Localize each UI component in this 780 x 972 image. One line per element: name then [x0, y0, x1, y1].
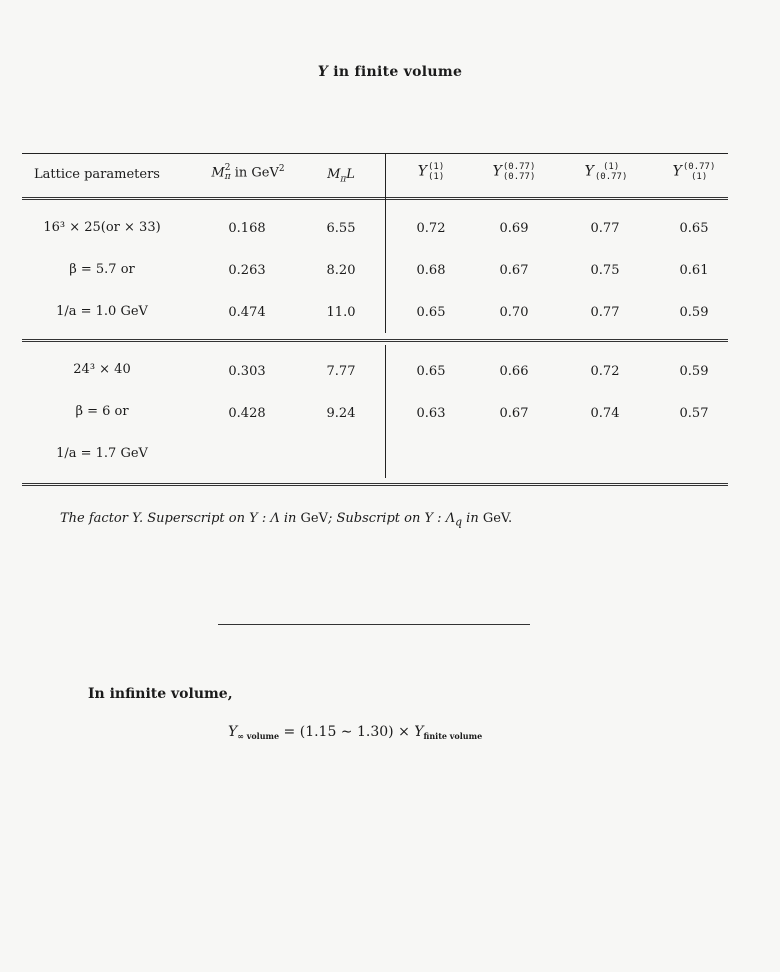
table-cell: 0.69 — [499, 221, 529, 236]
table-cell: 9.24 — [326, 406, 356, 421]
table-vertical-divider-lower — [385, 345, 386, 478]
table-cell: 8.20 — [326, 263, 356, 278]
table-cell: 0.66 — [499, 364, 529, 379]
section-divider — [218, 624, 530, 625]
group1-param: β = 5.7 or — [69, 262, 135, 277]
group2-param: 24³ × 40 — [73, 362, 131, 377]
header-rule — [22, 197, 728, 200]
group2-param: 1/a = 1.7 GeV — [56, 446, 148, 461]
infinite-volume-label: In infinite volume, — [88, 686, 233, 702]
table-cell: 11.0 — [326, 305, 356, 320]
page-title — [0, 64, 780, 80]
table-cell: 0.59 — [679, 364, 709, 379]
header-y-1-1: Y (1) (1) — [417, 162, 445, 182]
table-top-rule — [22, 153, 728, 154]
table-bottom-rule — [22, 483, 728, 486]
group2-param: β = 6 or — [75, 404, 129, 419]
table-cell: 0.67 — [499, 406, 529, 421]
header-y-077-1: Y (0.77) (1) — [672, 162, 716, 182]
table-cell: 0.70 — [499, 305, 529, 320]
table-cell: 0.474 — [228, 305, 266, 320]
table-cell: 0.61 — [679, 263, 709, 278]
table-cell: 0.65 — [416, 305, 446, 320]
table-cell: 0.168 — [228, 221, 266, 236]
table-cell: 7.77 — [326, 364, 356, 379]
table-cell: 0.77 — [590, 305, 620, 320]
table-cell: 0.59 — [679, 305, 709, 320]
table-cell: 0.75 — [590, 263, 620, 278]
header-y-077-077: Y (0.77) (0.77) — [492, 162, 536, 182]
group-separator-rule — [22, 339, 728, 342]
table-cell: 0.303 — [228, 364, 266, 379]
table-cell: 0.263 — [228, 263, 266, 278]
table-cell: 0.72 — [416, 221, 446, 236]
header-y-1-077: Y (1) (0.77) — [584, 162, 628, 182]
table-cell: 0.68 — [416, 263, 446, 278]
infinite-volume-formula: $Y_{\infty volume} = (1.15$ ∼ $1.30) \times Y_{finite volume}$ — [228, 724, 483, 741]
table-vertical-divider — [385, 153, 386, 333]
group1-param: 1/a = 1.0 GeV — [56, 304, 148, 319]
group1-param: 16³ × 25(or × 33) — [43, 220, 161, 235]
table-caption: The factor Y. Superscript on Y : Λ in GeV; Subscript on Y : $\Lambda_q$ in GeV. — [60, 511, 513, 529]
table-cell: 0.63 — [416, 406, 446, 421]
table-cell: 0.74 — [590, 406, 620, 421]
table-cell: 0.65 — [679, 221, 709, 236]
table-cell: 0.72 — [590, 364, 620, 379]
table-cell: 0.77 — [590, 221, 620, 236]
table-cell: 0.65 — [416, 364, 446, 379]
table-cell: 0.428 — [228, 406, 266, 421]
header-mass-squared: M 2 π in GeV$^2$ — [211, 163, 285, 182]
title-text: in finite volume — [333, 64, 463, 80]
table-cell: 0.67 — [499, 263, 529, 278]
table-cell: 6.55 — [326, 221, 356, 236]
table-cell: 0.57 — [679, 406, 709, 421]
header-ml: $M_\pi L$ — [327, 167, 355, 185]
title-symbol: Y — [317, 64, 329, 80]
header-lattice: Lattice parameters — [34, 167, 160, 182]
